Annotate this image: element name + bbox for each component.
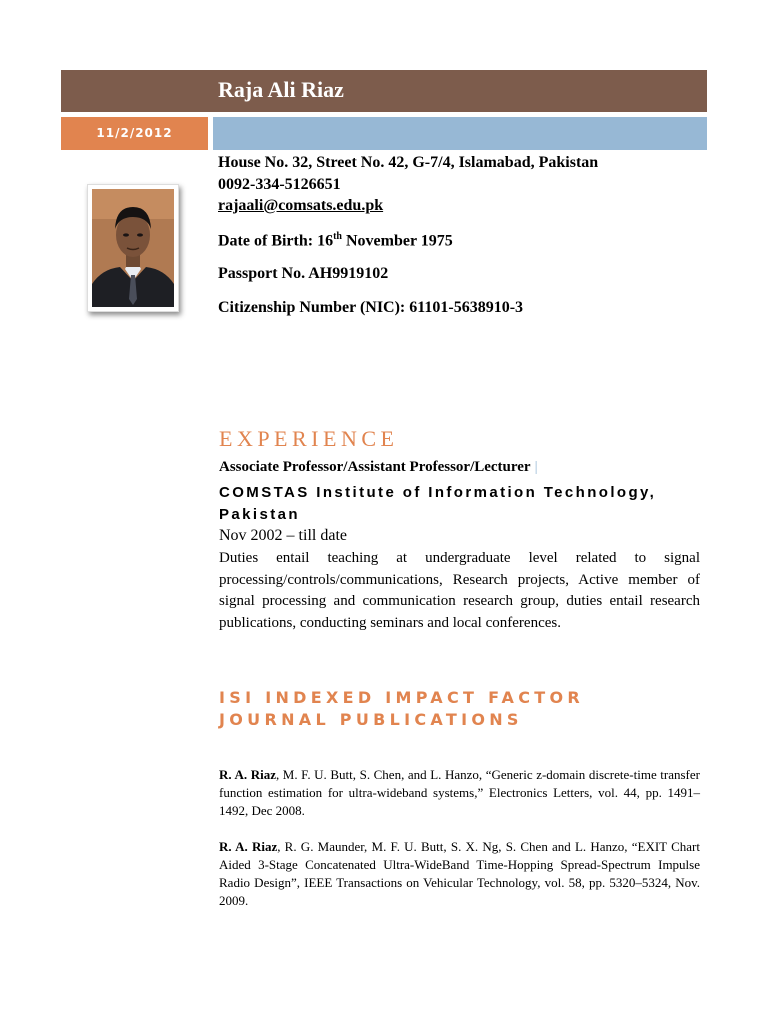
email-link[interactable]: rajaali@comsats.edu.pk: [218, 197, 384, 214]
date-bar: [61, 117, 208, 150]
publication-item: [219, 838, 700, 910]
publications-heading: ISI INDEXED IMPACT FACTOR JOURNAL PUBLICATIONS: [219, 688, 584, 729]
profile-photo-frame: [87, 184, 179, 312]
citizenship-number: Citizenship Number (NIC): 61101-5638910-3: [218, 299, 524, 316]
profile-photo: [92, 189, 174, 307]
phone-number: 0092-334-5126651: [218, 176, 341, 193]
accent-blue-bar: [213, 117, 707, 150]
publication-item: [219, 766, 700, 820]
job-duties: Duties entail teaching at undergraduate level related to signal processing/controls/communications, Research projects, Active member of signal processing and communication research group, duties entail research publications, conducting seminars and local conferences.: [219, 550, 700, 631]
name-header-bar: [61, 70, 707, 112]
employment-period: Nov 2002 – till date: [219, 527, 347, 544]
dob-superscript: th: [333, 231, 342, 242]
address: House No. 32, Street No. 42, G-7/4, Islamabad, Pakistan: [218, 154, 599, 171]
title-separator: |: [534, 459, 538, 475]
passport-number: Passport No. AH9919102: [218, 265, 389, 282]
publication-author: R. A. Riaz: [219, 767, 276, 782]
organization: COMSTAS Institute of Information Technology, Pakistan: [219, 484, 657, 523]
publication-citation: , R. G. Maunder, M. F. U. Butt, S. X. Ng, S. Chen and L. Hanzo, “EXIT Chart Aided 3-Stage Concatenated Ultra-WideBand Time-Hopping Spread-Spectrum Impulse Radio Design”, IEEE Transactions on Vehicular Technology, vol. 58, pp. 5320–5324, Nov. 2009.: [219, 839, 700, 908]
portrait-graphic: [92, 189, 174, 307]
publication-author: R. A. Riaz: [219, 839, 278, 854]
dob-label: Date of Birth: 16: [218, 232, 334, 250]
person-name: Raja Ali Riaz: [218, 77, 344, 102]
document-date: 11/2/2012: [96, 126, 173, 140]
date-of-birth: [218, 231, 453, 250]
job-title: [219, 459, 538, 476]
publication-citation: , M. F. U. Butt, S. Chen, and L. Hanzo, “Generic z-domain discrete-time transfer function estimation for ultra-wideband systems,” Electronics Letters, vol. 44, pp. 1491–1492, Dec 2008.: [219, 767, 700, 818]
experience-heading: EXPERIENCE: [219, 426, 399, 451]
job-title-text: Associate Professor/Assistant Professor/Lecturer: [219, 459, 531, 475]
dob-month-year: November 1975: [342, 232, 453, 250]
